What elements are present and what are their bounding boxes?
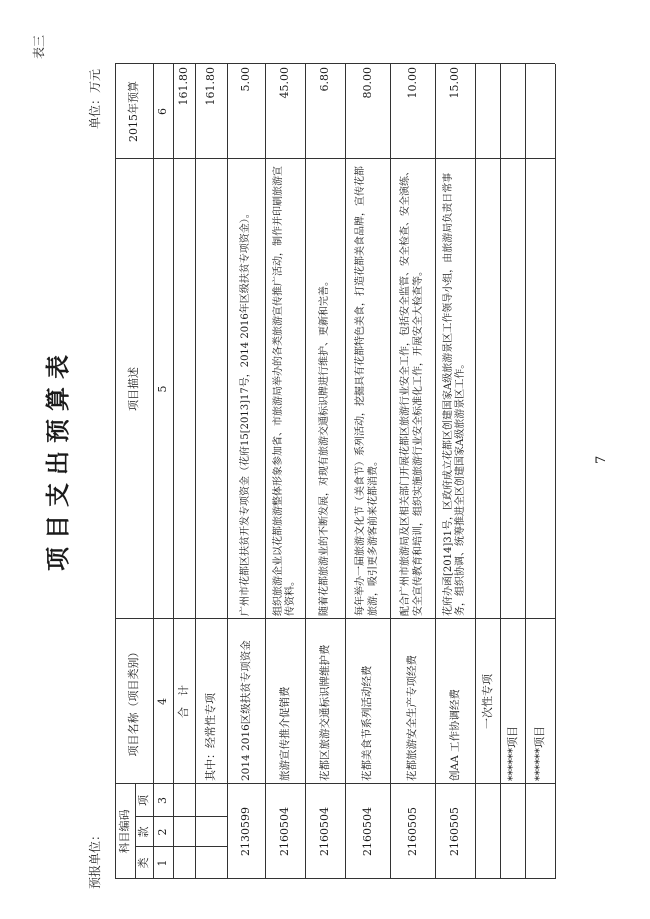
row-budget-value: 45.00	[278, 67, 291, 99]
one-time-label: 一次性专项	[480, 674, 494, 729]
header-project-name: 项目名称（项目类别）	[127, 646, 140, 757]
total-value: 161.80	[177, 67, 190, 106]
header-budget: 2015年预算	[127, 81, 140, 142]
subtotal-value: 161.80	[204, 67, 217, 106]
row-project-desc: 组织旅游企业以花都旅游整体形象参加省、市旅游局举办的各类旅游宣传推广活动，制作并印刷旅游宣传资料。	[272, 166, 296, 616]
row-project-desc: 花府办函[2014]31号，区政府成立花都区创建国家A级旅游景区工作领导小组，由旅游局负责日常事务，组织协调、统筹推进全区创建国家A级旅游景区工作。	[442, 172, 466, 616]
row-code: 2160505	[405, 807, 419, 856]
page-title: 项目支出预算表	[44, 347, 72, 571]
row-budget-value: 5.00	[239, 67, 252, 92]
reporting-unit-label: 预报单位：	[88, 828, 102, 889]
col-number: 5	[156, 385, 169, 393]
row-code: 2130599	[239, 807, 252, 856]
row-project-name: 2014 2016区级扶贫专项资金	[239, 640, 252, 781]
row-project-name: 花都区旅游交通标识牌维护费	[318, 644, 331, 781]
header-project-desc: 项目描述	[127, 367, 140, 411]
row-project-desc: 随着花都旅游业的不断发展，对现有旅游交通标识牌进行维护、更新和完善。	[318, 276, 330, 616]
header-kuan: 款	[137, 826, 150, 838]
header-xiang: 项	[137, 795, 150, 806]
header-lei: 类	[137, 857, 150, 869]
col-number: 2	[156, 828, 169, 836]
row-code: 2160505	[448, 807, 461, 856]
unit-label: 单位：万元	[88, 68, 102, 129]
col-number: 4	[156, 698, 169, 705]
row-code: 2160504	[318, 807, 331, 856]
row-project-desc: 广州市花都区扶贫开发专项资金（花府15[2013]17号，2014 2016年区级扶贫专项资金）。	[239, 208, 251, 616]
page-number: 7	[594, 455, 609, 464]
row-project-desc: 每年举办一届旅游文化节（美食节）系列活动，挖掘具有花都特色美食，打造花都美食品牌，宣传花都旅游，吸引更多游客前来花都消费。	[355, 166, 379, 616]
row-project-name: 花都旅游安全生产专项经费	[406, 655, 418, 781]
row-budget-value: 15.00	[448, 67, 461, 99]
row-project-desc: 配合广州市旅游局及区相关部门开展花都区旅游行业安全工作，包括安全监管、安全检查、安全演练、安全宣传教育和培训，组织实施旅游行业安全标准化工作，开展安全大检查等。	[400, 166, 424, 616]
row-project-name: 创AA 工作协调经费	[448, 688, 461, 781]
row-code: 2160504	[360, 807, 374, 856]
subtotal-label: 其中：经常性专项	[204, 693, 217, 781]
row-budget-value: 6.80	[318, 67, 331, 92]
row-project-name: 花都美食节系列活动经费	[361, 665, 373, 781]
row-project-name: 旅游宣传推介促销费	[278, 686, 291, 781]
row-budget-value: 10.00	[405, 67, 419, 99]
row-budget-value: 80.00	[360, 67, 374, 99]
col-number: 1	[156, 859, 169, 867]
header-subject-code: 科目编码	[118, 809, 131, 854]
placeholder-item: ******项目	[505, 726, 519, 781]
total-label: 合 计	[177, 685, 190, 718]
placeholder-item: ******项目	[533, 726, 546, 781]
row-code: 2160504	[278, 807, 291, 856]
col-number: 3	[156, 797, 169, 804]
table-number: 表三	[32, 34, 46, 59]
col-number: 6	[156, 108, 169, 115]
